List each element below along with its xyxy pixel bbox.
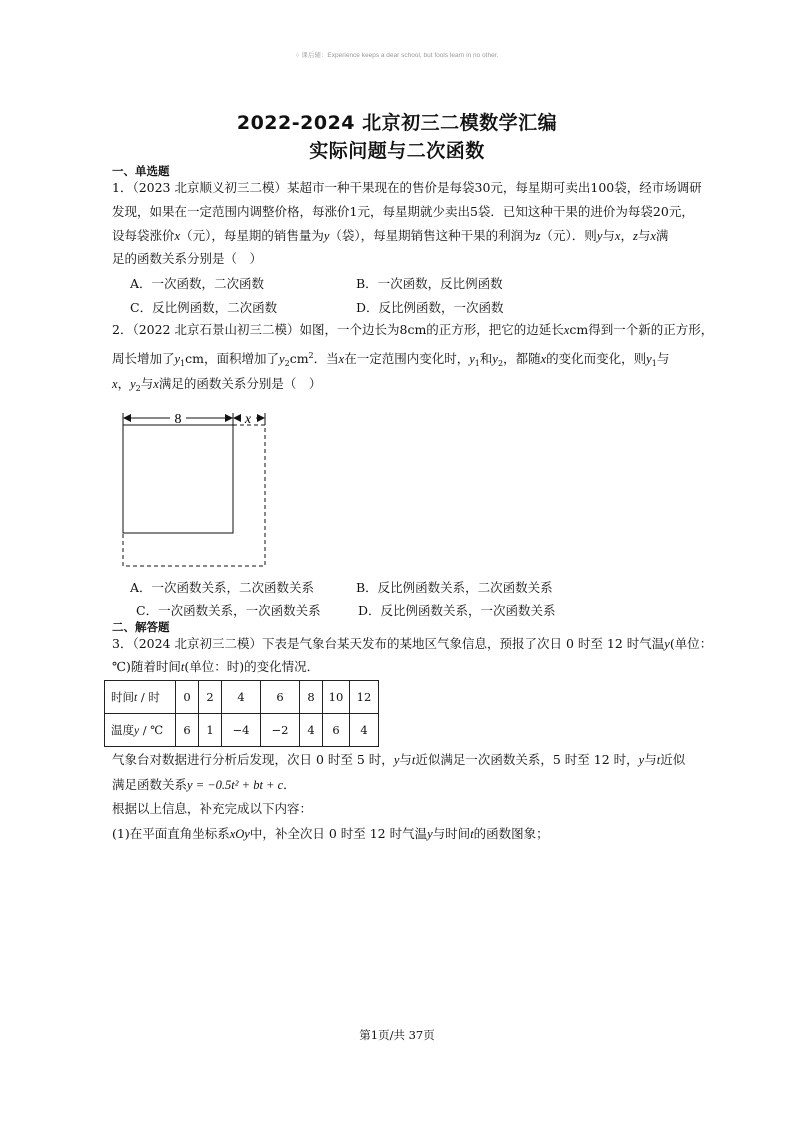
- q1-line-1: 1．（2023 北京顺义初三二模）某超市一种干果现在的售价是每袋30元，每星期可卖出100袋，经市场调研: [112, 180, 702, 195]
- table-cell: 6: [176, 714, 199, 747]
- section-heading-single-choice: 一、单选题: [112, 164, 170, 178]
- q2-line-3: x，$y_2$与x满足的函数关系分别是（ ）: [112, 376, 322, 393]
- q1-line-3: 设每袋涨价x（元），每星期的销售量为y（袋），每星期销售这种干果的利润为z（元）．则y与x，z与x满: [112, 228, 669, 243]
- table-cell: 2: [199, 681, 222, 714]
- q3-line-4: 满足函数关系y = −0.5t² + bt + c．: [112, 777, 296, 792]
- q3-line-1: 3．（2024 北京初三二模）下表是气象台某天发布的某地区气象信息，预报了次日 0 时至 12 时气温y(单位：: [112, 636, 713, 651]
- label-8: 8: [174, 412, 182, 427]
- original-square: [123, 425, 233, 533]
- square-extension-figure: [112, 405, 282, 575]
- table-cell: 8: [300, 681, 323, 714]
- table-cell: 6: [323, 714, 350, 747]
- table-header-time: 时间t / 时: [105, 681, 176, 714]
- q1-option-d[interactable]: D．反比例函数，一次函数: [356, 300, 504, 315]
- table-cell: 4: [300, 714, 323, 747]
- quadratic-formula: y = −0.5t² + bt + c: [187, 778, 284, 792]
- table-cell: 4: [350, 714, 379, 747]
- table-cell: −4: [222, 714, 261, 747]
- page-subtitle: 实际问题与二次函数: [309, 140, 485, 162]
- q1-line-4: 足的函数关系分别是（ ）: [112, 251, 263, 266]
- page-title: 2022-2024 北京初三二模数学汇编: [236, 112, 558, 134]
- weather-table: [104, 680, 379, 747]
- extended-square-dashed: [123, 425, 265, 566]
- page-footer: 第1页/共 37页: [359, 1028, 435, 1042]
- table-cell: 0: [176, 681, 199, 714]
- section-heading-answer: 二、解答题: [112, 620, 170, 634]
- q2-line-1: 2．（2022 北京石景山初三二模）如图，一个边长为8cm的正方形，把它的边延长xcm得到一个新的正方形，: [112, 322, 714, 337]
- table-header-temperature: 温度y / ℃: [105, 714, 176, 747]
- table-cell: 4: [222, 681, 261, 714]
- q3-line-6: (1)在平面直角坐标系xOy中，补全次日 0 时至 12 时气温y与时间t的函数图象；: [112, 826, 549, 841]
- table-cell: 12: [350, 681, 379, 714]
- watermark: ○ 课后辅：Experience keeps a dear school, but fools learn in no other.: [295, 52, 499, 59]
- q1-option-a[interactable]: A．一次函数，二次函数: [130, 276, 265, 291]
- q2-option-a[interactable]: A．一次函数关系，二次函数关系: [130, 580, 315, 595]
- q2-line-2: 周长增加了$y_1cm$，面积增加了$y_2cm^2$．当x在一定范围内变化时，$y_1$和$y_2$，都随x的变化而变化，则$y_1$与: [112, 351, 670, 368]
- table-cell: 10: [323, 681, 350, 714]
- q3-line-3: 气象台对数据进行分析后发现，次日 0 时至 5 时，y与t近似满足一次函数关系，5 时至 12 时，y与t近似: [112, 752, 686, 767]
- q1-option-c[interactable]: C．反比例函数，二次函数: [130, 300, 278, 315]
- q2-option-b[interactable]: B．反比例函数关系，二次函数关系: [356, 580, 553, 595]
- q2-option-d[interactable]: D．反比例函数关系，一次函数关系: [358, 603, 556, 618]
- label-x: x: [244, 412, 252, 427]
- q2-option-c[interactable]: C．一次函数关系，一次函数关系: [136, 603, 321, 618]
- table-row-temperature: [105, 714, 379, 747]
- table-row-time: [105, 681, 379, 714]
- table-cell: −2: [261, 714, 300, 747]
- q1-option-b[interactable]: B．一次函数，反比例函数: [356, 276, 503, 291]
- q1-line-2: 发现，如果在一定范围内调整价格，每涨价1元，每星期就少卖出5袋．已知这种干果的进价为每袋20元，: [112, 204, 694, 219]
- q3-line-2: ℃)随着时间t(单位：时)的变化情况．: [112, 659, 320, 674]
- table-cell: 6: [261, 681, 300, 714]
- table-cell: 1: [199, 714, 222, 747]
- q3-line-5: 根据以上信息，补充完成以下内容：: [112, 801, 313, 816]
